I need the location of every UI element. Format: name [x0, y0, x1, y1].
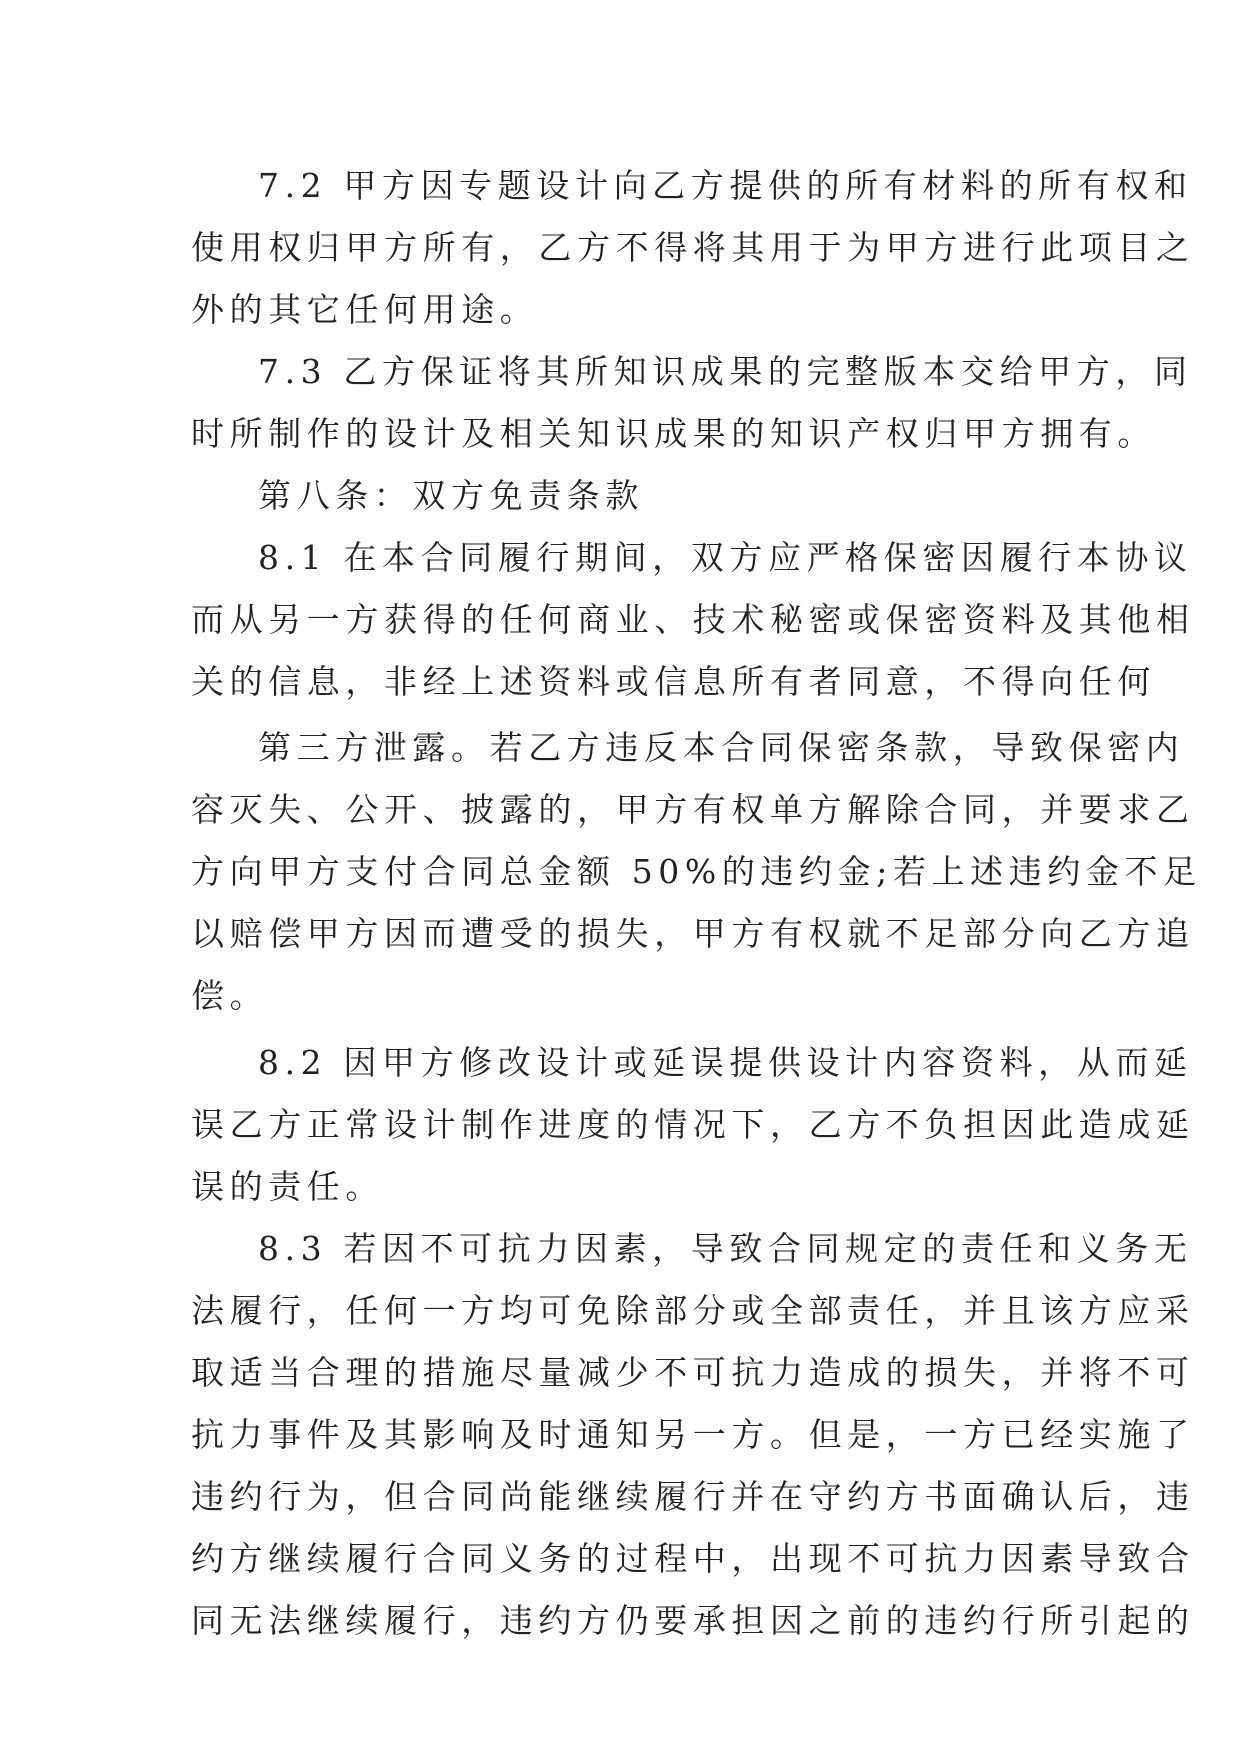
clause-8-3-line-3: 取适当合理的措施尽量减少不可抗力造成的损失，并将不可	[191, 1353, 1195, 1392]
clause-8-1-line-4: 第三方泄露。若乙方违反本合同保密条款，导致保密内	[258, 728, 1185, 767]
clause-7-2-line-2: 使用权归甲方所有，乙方不得将其用于为甲方进行此项目之	[191, 228, 1195, 267]
clause-7-3-line-1: 7.3 乙方保证将其所知识成果的完整版本交给甲方，同	[258, 352, 1193, 391]
clause-8-1-line-3: 关的信息，非经上述资料或信息所有者同意，不得向任何	[191, 662, 1156, 701]
clause-8-2-line-2: 误乙方正常设计制作进度的情况下，乙方不负担因此造成延	[191, 1105, 1195, 1144]
clause-8-3-line-4: 抗力事件及其影响及时通知另一方。但是，一方已经实施了	[191, 1415, 1195, 1454]
clause-8-3-line-5: 违约行为，但合同尚能继续履行并在守约方书面确认后，违	[191, 1477, 1195, 1516]
clause-8-3-line-7: 同无法继续履行，违约方仍要承担因之前的违约行所引起的	[191, 1601, 1195, 1640]
clause-8-1-line-7: 以赔偿甲方因而遭受的损失，甲方有权就不足部分向乙方追	[191, 914, 1195, 953]
clause-8-1-line-8: 偿。	[191, 976, 269, 1015]
article-8-heading: 第八条：双方免责条款	[258, 476, 644, 515]
clause-8-2-line-3: 误的责任。	[191, 1167, 384, 1206]
clause-8-1-line-5: 容灭失、公开、披露的，甲方有权单方解除合同，并要求乙	[191, 790, 1195, 829]
clause-7-2-line-1: 7.2 甲方因专题设计向乙方提供的所有材料的所有权和	[258, 166, 1193, 205]
clause-8-3-line-6: 约方继续履行合同义务的过程中，出现不可抗力因素导致合	[191, 1539, 1195, 1578]
clause-8-3-line-2: 法履行，任何一方均可免除部分或全部责任，并且该方应采	[191, 1291, 1195, 1330]
clause-8-1-line-6: 方向甲方支付合同总金额 50%的违约金;若上述违约金不足	[191, 852, 1202, 891]
clause-7-3-line-2: 时所制作的设计及相关知识成果的知识产权归甲方拥有。	[191, 414, 1156, 453]
clause-8-3-line-1: 8.3 若因不可抗力因素，导致合同规定的责任和义务无	[258, 1229, 1193, 1268]
clause-7-2-line-3: 外的其它任何用途。	[191, 290, 539, 329]
clause-8-2-line-1: 8.2 因甲方修改设计或延误提供设计内容资料，从而延	[258, 1043, 1193, 1082]
clause-8-1-line-2: 而从另一方获得的任何商业、技术秘密或保密资料及其他相	[191, 600, 1195, 639]
clause-8-1-line-1: 8.1 在本合同履行期间，双方应严格保密因履行本协议	[258, 538, 1193, 577]
